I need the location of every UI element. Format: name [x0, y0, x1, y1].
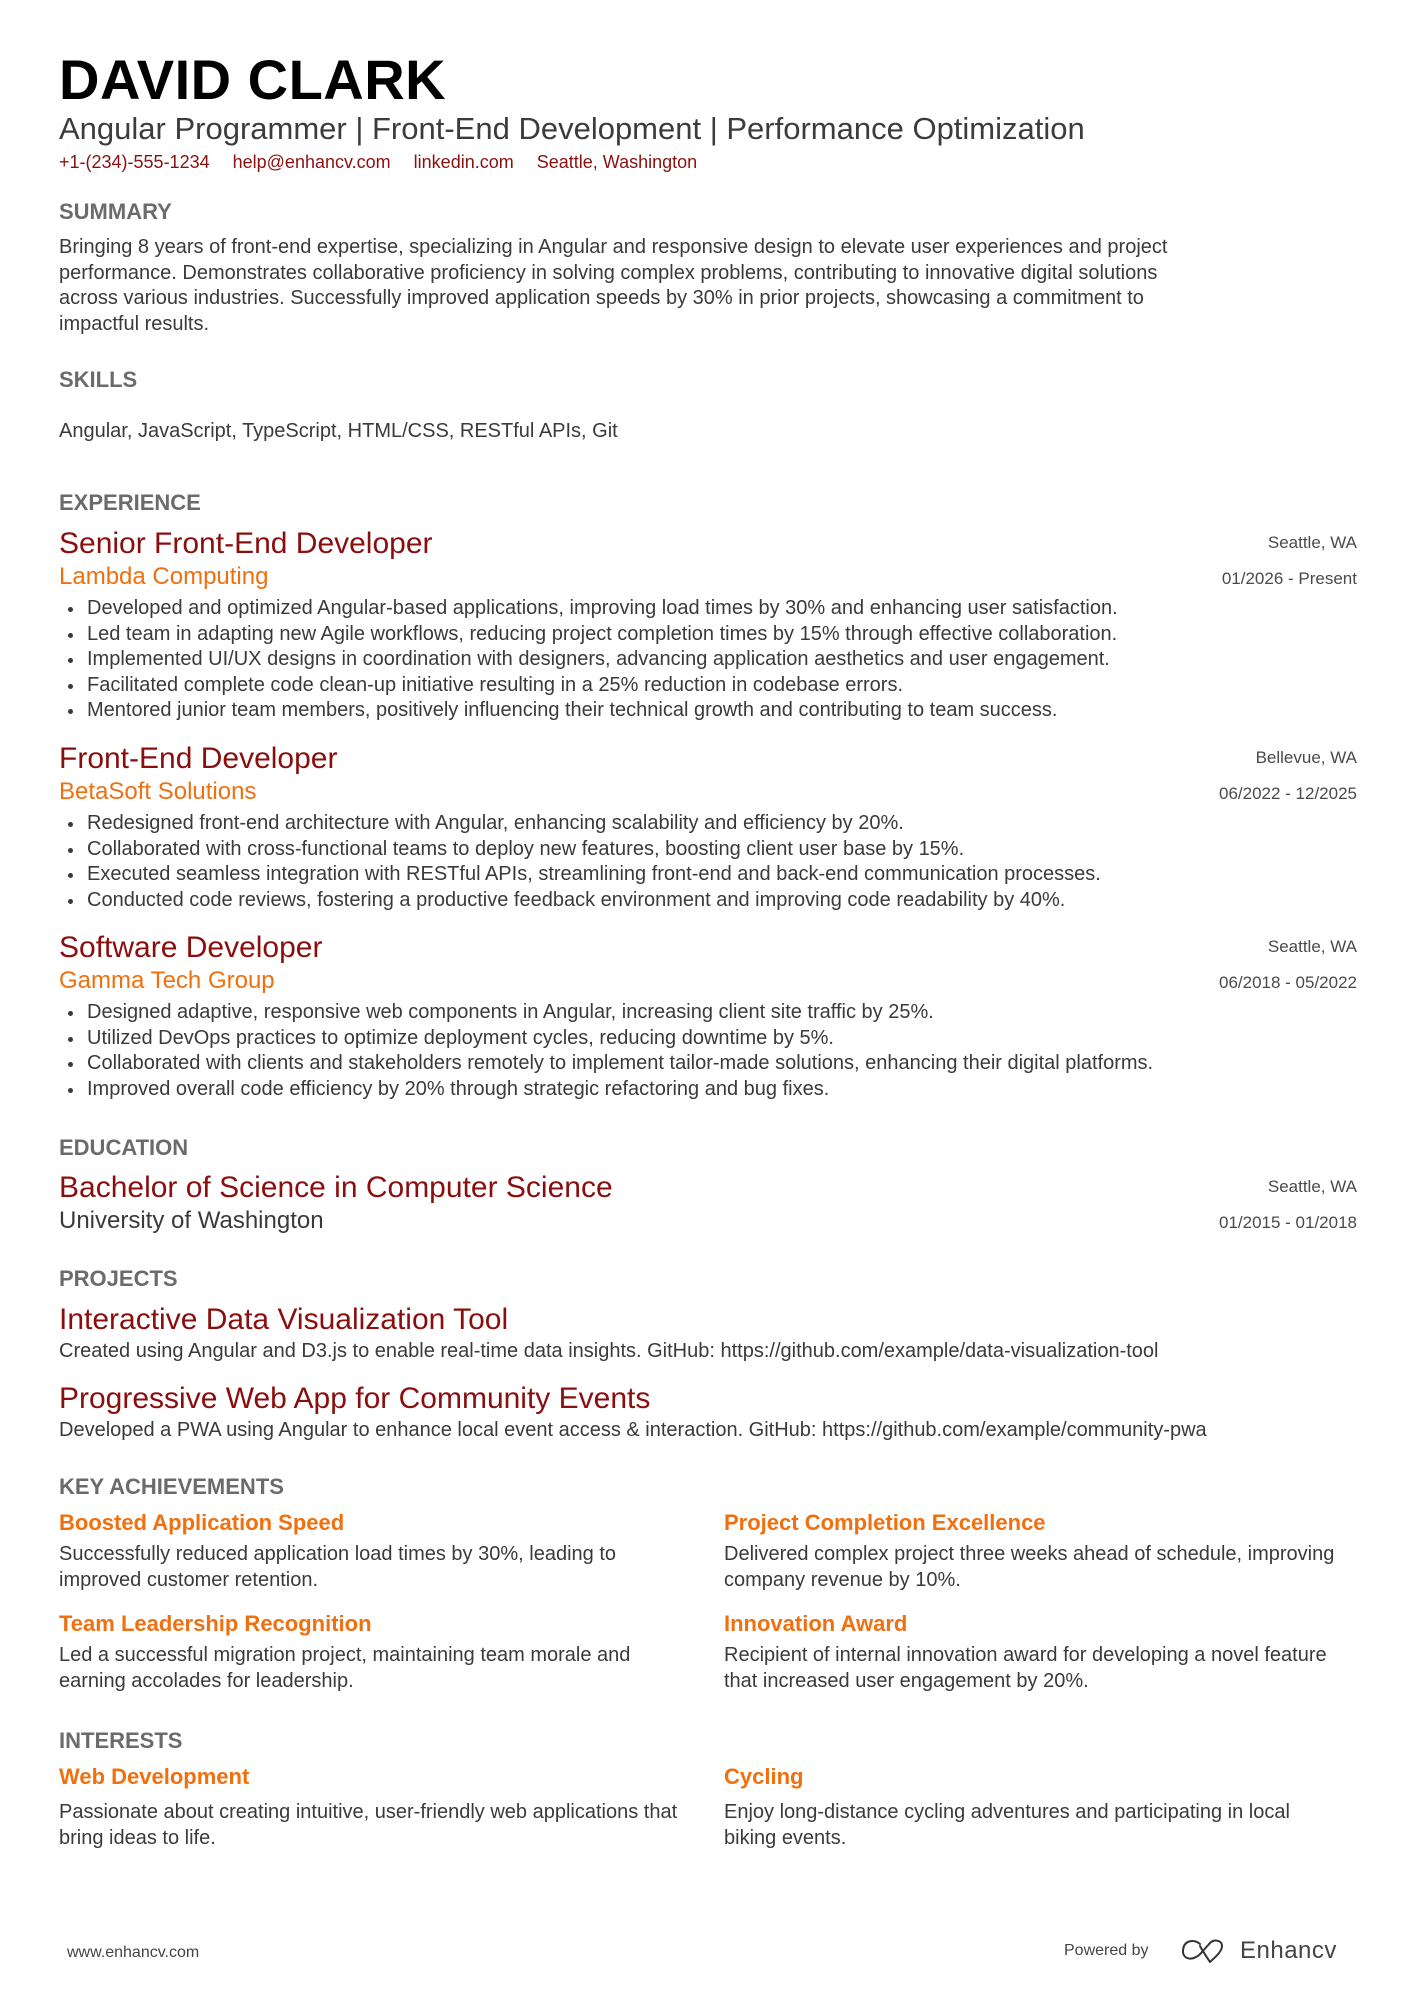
contact-bar — [59, 150, 715, 174]
job-bullet: Improved overall code efficiency by 20% through strategic refactoring and bug fixes. — [59, 1077, 1357, 1103]
job-title: Senior Front-End Developer — [59, 527, 433, 560]
project-description: Developed a PWA using Angular to enhance local event access & interaction. GitHub: https://github.com/example/community-pwa — [59, 1419, 1207, 1441]
project-entry — [59, 1302, 1159, 1364]
job-bullet: Designed adaptive, responsive web components in Angular, increasing client site traffic by 25%. — [59, 1000, 1357, 1026]
project-description: Created using Angular and D3.js to enable real-time data insights. GitHub: https://github.com/example/data-visualization-tool — [59, 1340, 1159, 1362]
job-bullet: Facilitated complete code clean-up initiative resulting in a 25% reduction in codebase errors. — [59, 673, 1357, 699]
contact-email[interactable]: help@enhancv.com — [232, 152, 391, 172]
powered-by-label: Powered by — [1064, 1942, 1149, 1959]
interest-description: Passionate about creating intuitive, user-friendly web applications that bring ideas to life. — [59, 1801, 678, 1849]
job-bullet: Mentored junior team members, positively influencing their technical growth and contributing to team success. — [59, 698, 1357, 724]
education-entry — [59, 1170, 1357, 1236]
achievement-description: Recipient of internal innovation award for developing a novel feature that increased user engagement by 20%. — [724, 1644, 1327, 1692]
job-entry — [59, 526, 1357, 724]
interest-title: Cycling — [724, 1764, 804, 1789]
job-dates: 01/2026 - Present — [1221, 569, 1357, 588]
education-heading: EDUCATION — [59, 1135, 189, 1160]
education-location: Seattle, WA — [1267, 1177, 1357, 1196]
projects-heading: PROJECTS — [59, 1266, 178, 1291]
experience-heading: EXPERIENCE — [59, 490, 201, 515]
degree: Bachelor of Science in Computer Science — [59, 1171, 613, 1204]
achievement-item — [724, 1610, 1344, 1694]
achievement-item — [59, 1610, 679, 1694]
achievement-title: Project Completion Excellence — [724, 1510, 1046, 1535]
skills-list: Angular, JavaScript, TypeScript, HTML/CSS, RESTful APIs, Git — [59, 420, 618, 442]
job-bullets — [59, 596, 1357, 724]
job-bullet: Led team in adapting new Agile workflows, reducing project completion times by 15% through effective collaboration. — [59, 622, 1357, 648]
achievements-heading: KEY ACHIEVEMENTS — [59, 1474, 284, 1499]
job-company: Gamma Tech Group — [59, 967, 275, 994]
summary-text — [59, 235, 1167, 337]
summary-line: performance. Demonstrates collaborative proficiency in solving complex problems, contributing to innovative digital solutions — [59, 261, 1158, 284]
achievement-item — [724, 1509, 1344, 1593]
job-bullet: Implemented UI/UX designs in coordination with designers, advancing application aesthetics and user engagement. — [59, 647, 1357, 673]
project-title: Interactive Data Visualization Tool — [59, 1303, 509, 1336]
contact-location: Seattle, Washington — [536, 152, 698, 172]
achievement-description: Led a successful migration project, maintaining team morale and earning accolades for leadership. — [59, 1644, 631, 1692]
interest-item — [724, 1763, 1344, 1851]
achievement-description: Delivered complex project three weeks ahead of schedule, improving company revenue by 10%. — [724, 1543, 1335, 1591]
job-entry — [59, 930, 1357, 1102]
job-bullet: Utilized DevOps practices to optimize deployment cycles, reducing downtime by 5%. — [59, 1026, 1357, 1052]
job-title: Front-End Developer — [59, 742, 338, 775]
job-location: Seattle, WA — [1267, 533, 1357, 552]
summary-line: across various industries. Successfully improved application speeds by 30% in prior projects, showcasing a commitment to — [59, 287, 1144, 309]
candidate-title: Angular Programmer | Front-End Development | Performance Optimization — [59, 111, 1085, 146]
school: University of Washington — [59, 1207, 324, 1234]
job-location: Seattle, WA — [1267, 937, 1357, 956]
job-dates: 06/2018 - 05/2022 — [1218, 973, 1357, 992]
achievement-item — [59, 1509, 679, 1593]
job-entry — [59, 741, 1357, 913]
interests-heading: INTERESTS — [59, 1728, 183, 1753]
job-bullets — [59, 1000, 1357, 1102]
job-location: Bellevue, WA — [1255, 748, 1357, 767]
project-entry — [59, 1381, 1207, 1443]
job-dates: 06/2022 - 12/2025 — [1218, 784, 1357, 803]
education-dates: 01/2015 - 01/2018 — [1218, 1213, 1357, 1232]
summary-heading: SUMMARY — [59, 199, 172, 224]
job-bullet: Conducted code reviews, fostering a productive feedback environment and improving code readability by 40%. — [59, 888, 1357, 914]
contact-phone[interactable]: +1-(234)-555-1234 — [59, 152, 210, 172]
achievement-title: Team Leadership Recognition — [59, 1611, 372, 1636]
job-company: BetaSoft Solutions — [59, 778, 257, 805]
job-title: Software Developer — [59, 931, 323, 964]
summary-line: Bringing 8 years of front-end expertise, specializing in Angular and responsive design to elevate user experiences and project — [59, 236, 1168, 258]
contact-linkedin[interactable]: linkedin.com — [413, 152, 514, 172]
enhancv-brand[interactable]: Enhancv — [1240, 1937, 1337, 1964]
achievement-title: Innovation Award — [724, 1611, 908, 1636]
interest-description: Enjoy long-distance cycling adventures and participating in local biking events. — [724, 1801, 1290, 1849]
achievement-description: Successfully reduced application load times by 30%, leading to improved customer retention. — [59, 1543, 616, 1591]
skills-heading: SKILLS — [59, 367, 138, 392]
summary-line: impactful results. — [59, 312, 210, 335]
job-bullet: Collaborated with clients and stakeholders remotely to implement tailor-made solutions, enhancing their digital platforms. — [59, 1051, 1357, 1077]
job-bullet: Developed and optimized Angular-based applications, improving load times by 30% and enhancing user satisfaction. — [59, 596, 1357, 622]
job-bullets — [59, 811, 1357, 913]
footer-url[interactable]: www.enhancv.com — [67, 1944, 200, 1961]
interest-item — [59, 1763, 679, 1851]
achievement-title: Boosted Application Speed — [59, 1510, 345, 1535]
project-title: Progressive Web App for Community Events — [59, 1382, 651, 1415]
interest-title: Web Development — [59, 1764, 250, 1789]
candidate-name: DAVID CLARK — [59, 48, 447, 111]
job-bullet: Collaborated with cross-functional teams to deploy new features, boosting client user base by 15%. — [59, 837, 1357, 863]
job-bullet: Executed seamless integration with RESTful APIs, streamlining front-end and back-end communication processes. — [59, 862, 1357, 888]
job-company: Lambda Computing — [59, 563, 269, 590]
enhancv-logo-icon — [1180, 1938, 1230, 1964]
footer — [0, 1937, 1410, 1970]
job-bullet: Redesigned front-end architecture with Angular, enhancing scalability and efficiency by 20%. — [59, 811, 1357, 837]
